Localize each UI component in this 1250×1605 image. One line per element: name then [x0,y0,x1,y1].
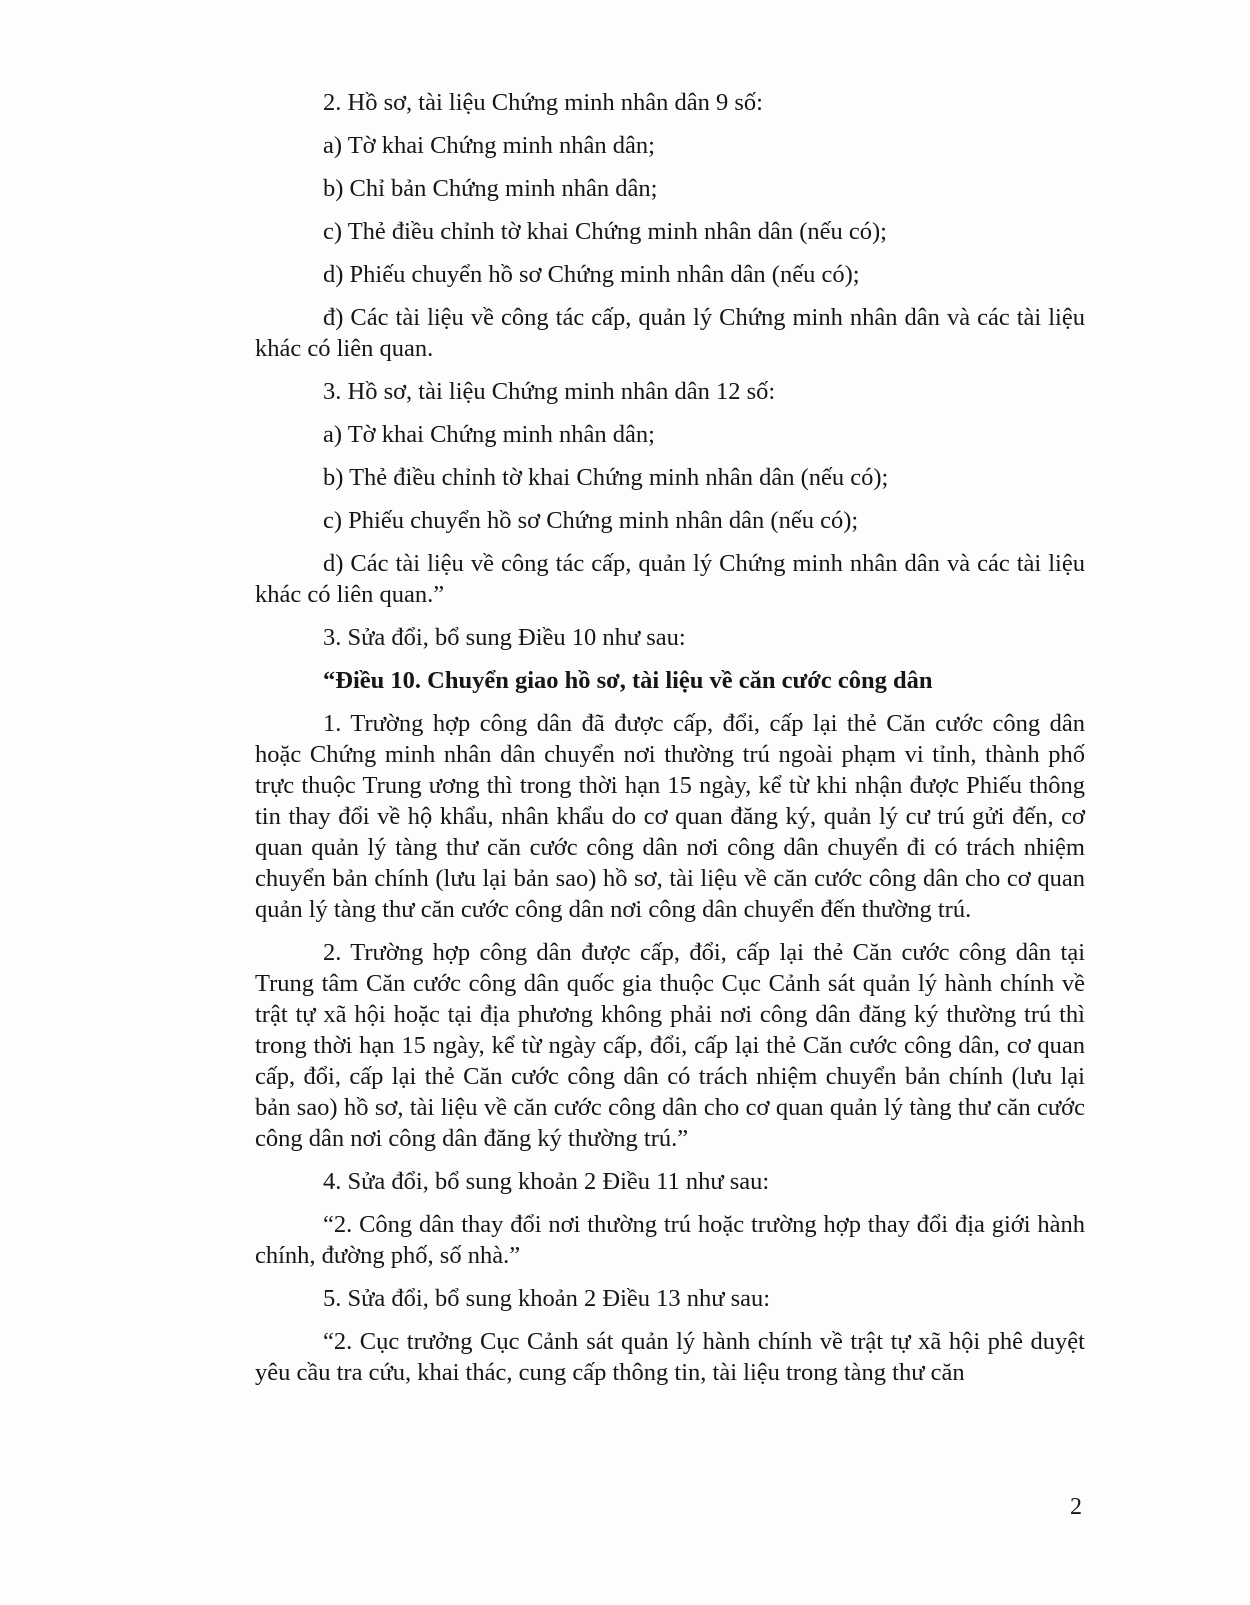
document-body [255,87,1085,1400]
paragraph-item-b: b) Chỉ bản Chứng minh nhân dân; [323,175,658,202]
paragraph-amendment-5: 5. Sửa đổi, bổ sung khoản 2 Điều 13 như sau: [323,1285,771,1312]
paragraph-amendment-4: 4. Sửa đổi, bổ sung khoản 2 Điều 11 như sau: [323,1168,770,1195]
paragraph-item-b: b) Thẻ điều chỉnh tờ khai Chứng minh nhân dân (nếu có); [323,464,889,491]
page-number: 2 [1070,1494,1082,1520]
article-13-clause-2: “2. Cục trưởng Cục Cảnh sát quản lý hành chính về trật tự xã hội phê duyệt yêu cầu tra cứu, khai thác, cung cấp thông tin, tài liệu trong tàng thư căn [255,1328,1085,1386]
paragraph-section-3-title: 3. Hồ sơ, tài liệu Chứng minh nhân dân 12 số: [323,378,776,405]
paragraph-item-dd: đ) Các tài liệu về công tác cấp, quản lý Chứng minh nhân dân và các tài liệu khác có liên quan. [255,304,1085,362]
article-10-clause-2: 2. Trường hợp công dân được cấp, đổi, cấp lại thẻ Căn cước công dân tại Trung tâm Căn cước công dân quốc gia thuộc Cục Cảnh sát quản lý hành chính về trật tự xã hội hoặc tại địa phương không phải nơi công dân đăng ký thường trú thì trong thời hạn 15 ngày, kể từ ngày cấp, đổi, cấp lại thẻ Căn cước công dân, cơ quan cấp, đổi, cấp lại thẻ Căn cước công dân có trách nhiệm chuyển bản chính (lưu lại bản sao) hồ sơ, tài liệu về căn cước công dân cho cơ quan quản lý tàng thư căn cước công dân nơi công dân đăng ký thường trú.” [255,939,1085,1152]
article-10-clause-1: 1. Trường hợp công dân đã được cấp, đổi, cấp lại thẻ Căn cước công dân hoặc Chứng minh nhân dân chuyển nơi thường trú ngoài phạm vi tỉnh, thành phố trực thuộc Trung ương thì trong thời hạn 15 ngày, kể từ khi nhận được Phiếu thông tin thay đổi về hộ khẩu, nhân khẩu do cơ quan đăng ký, quản lý cư trú gửi đến, cơ quan quản lý tàng thư căn cước công dân nơi công dân chuyển đi có trách nhiệm chuyển bản chính (lưu lại bản sao) hồ sơ, tài liệu về căn cước công dân cho cơ quan quản lý tàng thư căn cước công dân nơi công dân chuyển đến thường trú. [255,710,1085,923]
paragraph-item-c: c) Phiếu chuyển hồ sơ Chứng minh nhân dân (nếu có); [323,507,859,534]
paragraph-item-d: d) Phiếu chuyển hồ sơ Chứng minh nhân dân (nếu có); [323,261,860,288]
paragraph-amendment-3: 3. Sửa đổi, bổ sung Điều 10 như sau: [323,624,686,651]
paragraph-item-d: d) Các tài liệu về công tác cấp, quản lý Chứng minh nhân dân và các tài liệu khác có liên quan.” [255,550,1085,608]
paragraph-section-2-title: 2. Hồ sơ, tài liệu Chứng minh nhân dân 9 số: [323,89,763,116]
article-11-clause-2: “2. Công dân thay đổi nơi thường trú hoặc trường hợp thay đổi địa giới hành chính, đường phố, số nhà.” [255,1211,1085,1269]
paragraph-item-a: a) Tờ khai Chứng minh nhân dân; [323,421,655,448]
paragraph-item-a: a) Tờ khai Chứng minh nhân dân; [323,132,655,159]
paragraph-item-c: c) Thẻ điều chỉnh tờ khai Chứng minh nhân dân (nếu có); [323,218,887,245]
article-10-heading: “Điều 10. Chuyển giao hồ sơ, tài liệu về căn cước công dân [323,667,933,694]
